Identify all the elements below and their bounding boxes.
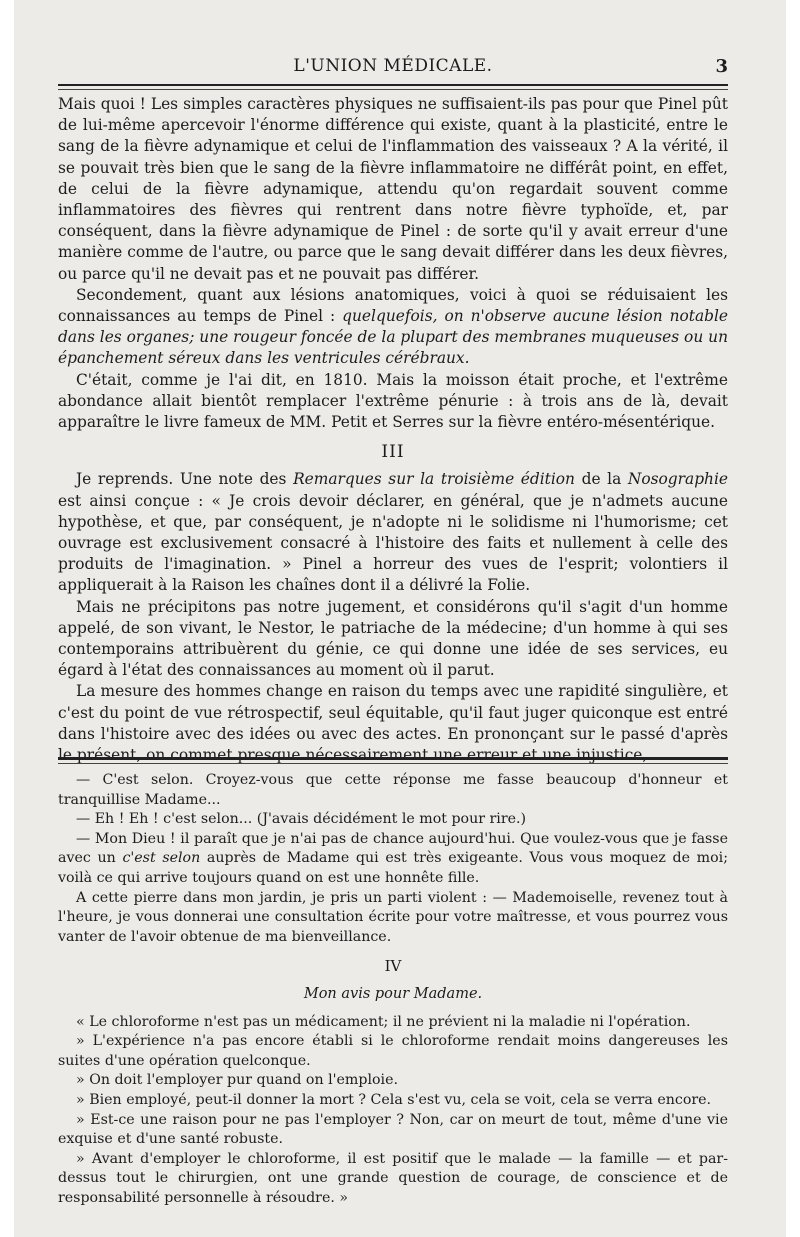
feuilleton [58,771,728,1208]
advice-line: » Est-ce une raison pour ne pas l'employer ? Non, car on meurt de tout, même d'une vie exquise et d'une santé robuste. [58,1111,728,1148]
feuilleton-rule-thin [58,763,728,764]
section-heading: III [381,442,405,463]
paragraph-text: est ainsi conçue : « Je crois devoir déclarer, en général, que je n'admets aucune hypothèse, et que, par conséquent, je n'adopte ni le solidisme ni l'humorisme; cet ouvrage est exclusivement consacré à l'histoire des faits et nullement à celle des produits de l'imagination. » Pinel a horreur des vues de l'esprit; volontiers il appliquerait à la Raison les chaînes dont il a délivré la Folie. [58,491,728,595]
paragraph: La mesure des hommes change en raison du temps avec une rapidité singulière, et c'est du point de vue rétrospectif, seul équitable, qu'il faut juger quiconque est entré dans l'histoire avec des idées ou avec des actes. En prononçant sur le passé d'après le présent, on commet presque nécessairement une erreur et une injustice, [58,682,728,765]
feuilleton-rule [58,757,728,760]
section-heading: IV [384,957,402,976]
paragraph-text: Je reprends. Une note des [76,470,294,489]
pinel-quote: quelquefois, on n'observe aucune lésion notable dans les organes; une rougeur foncée de la plupart des membranes muqueuses ou un épanchement séreux dans les ventricules cérébraux. [58,307,729,368]
advice-line: » On doit l'employer pur quand on l'emploie. [76,1072,398,1089]
paragraph: C'était, comme je l'ai dit, en 1810. Mais la moisson était proche, et l'extrême abondance allait bientôt remplacer l'extrême pénurie : à trois ans de là, devait apparaître le livre fameux de MM. Petit et Serres sur la fièvre entéro-mésentérique. [58,370,728,432]
advice-line: « Le chloroforme n'est pas un médicament; il ne prévient ni la maladie ni l'opération. [76,1013,691,1030]
advice-line: » Bien employé, peut-il donner la mort ? Cela s'est vu, cela se voit, cela se verra encore. [76,1091,712,1108]
paragraph: Mais ne précipitons pas notre jugement, et considérons qu'il s'agit d'un homme appelé, de son vivant, le Nestor, le patriache de la médecine; d'un homme à qui ses contemporains attribuèrent du génie, ce qui donne une idée de ses services, eu égard à l'état des connaissances au moment où il parut. [58,597,728,680]
running-title: L'UNION MÉDICALE. [293,56,493,76]
paragraph-text: Secondement, quant aux lésions anatomiques, voici à quoi se réduisaient les connaissances au temps de Pinel : [58,285,728,326]
dialogue-line: — Eh ! Eh ! c'est selon... (J'avais décidément le mot pour rire.) [76,811,527,828]
paragraph [58,285,728,370]
emphasis: c'est selon [122,850,201,867]
page-header [58,56,728,80]
page-number: 3 [715,56,728,77]
paragraph: Mais quoi ! Les simples caractères physiques ne suffisaient-ils pas pour que Pinel pût de lui-même apercevoir l'énorme différence qui existe, quant à la plasticité, entre le sang de la fièvre adynamique et celui de l'inflammation des vaisseaux ? A la vérité, il se pouvait très bien que le sang de la fièvre inflammatoire ne différât point, en effet, de celui de la fièvre adynamique, attendu qu'on regardait souvent comme inflammatoires des fièvres qui rentrent dans notre fièvre typhoïde, et, par conséquent, dans la fièvre adynamique de Pinel : de sorte qu'il y avait erreur d'une manière comme de l'autre, ou parce que le sang devait différer dans les deux fièvres, ou parce qu'il ne devait pas et ne pouvait pas différer. [58,95,728,283]
advice-line: » Avant d'employer le chloroforme, il est positif que le malade — la famille — et par-dessus tout le chirurgien, ont une grande question de courage, de conscience et de responsabilité personnelle à résoudre. » [58,1150,728,1206]
dialogue-text: — Mon Dieu ! il paraît que je n'ai pas de chance aujourd'hui. Que voulez-vous que je fasse avec un [58,830,728,867]
dialogue-text: auprès de Madame qui est très exigeante. Vous vous moquez de moi; voilà ce qui arrive toujours quand on est une honnête fille. [58,850,728,886]
dialogue-line: — C'est selon. Croyez-vous que cette réponse me fasse beaucoup d'honneur et tranquillise Madame... [58,772,728,808]
book-title: Nosographie [627,470,728,489]
header-rule-thin [58,89,728,90]
book-title: Remarques sur la troisième édition [293,470,575,489]
dialogue-line [58,830,728,889]
paragraph [58,469,728,596]
section-subheading: Mon avis pour Madame. [303,985,483,1002]
main-article [58,94,728,766]
header-rule [58,84,728,86]
paragraph: A cette pierre dans mon jardin, je pris un parti violent : — Mademoiselle, revenez tout à l'heure, je vous donnerai une consultation écrite pour votre maîtresse, et vous pourrez vous vanter de l'avoir obtenue de ma bienveillance. [58,889,728,945]
advice-line: » L'expérience n'a pas encore établi si le chloroforme rendait moins dangereuses les suites d'une opération quelconque. [58,1033,728,1069]
paragraph-text: de la [574,470,628,489]
